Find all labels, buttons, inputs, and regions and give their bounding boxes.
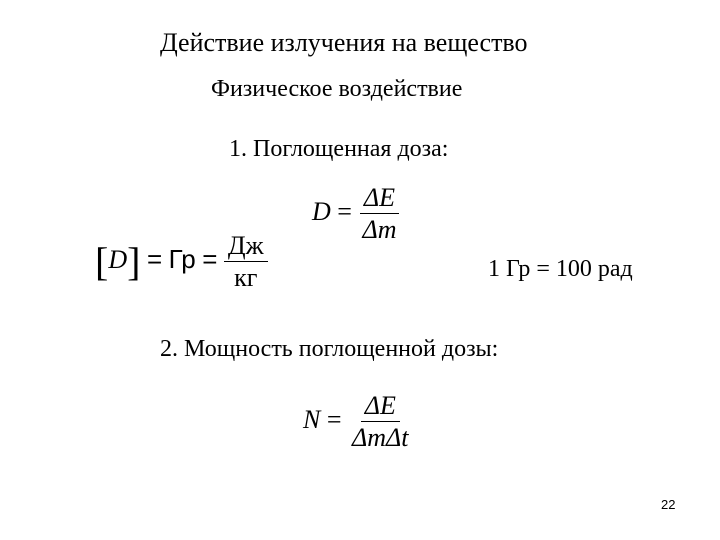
formula-dose-rate — [303, 392, 413, 452]
unit-formula-denominator: кг — [234, 263, 258, 293]
formula-dose-unit — [95, 232, 268, 292]
formula-d-denominator: Δm — [362, 215, 397, 245]
formula-absorbed-dose — [312, 184, 401, 244]
formula-n-equals: = — [326, 404, 342, 434]
unit-formula-numerator: Дж — [224, 232, 268, 262]
item-dose-rate: 2. Мощность поглощенной дозы: — [160, 336, 499, 362]
bracket-open: [ — [95, 238, 109, 284]
unit-formula-symbol: D — [108, 244, 128, 274]
item-absorbed-dose: 1. Поглощенная доза: — [229, 136, 449, 162]
formula-d-numerator: ΔE — [360, 184, 399, 214]
formula-d-equals: = — [337, 196, 352, 226]
slide-subtitle: Физическое воздействие — [211, 76, 463, 102]
formula-d-fraction — [358, 184, 400, 244]
unit-formula-equals-2: = — [202, 243, 218, 274]
formula-n-numerator: ΔE — [361, 392, 400, 422]
page-number: 22 — [661, 497, 676, 512]
formula-n-denominator: ΔmΔt — [352, 423, 409, 453]
unit-formula-fraction — [224, 232, 268, 292]
gray-rad-conversion: 1 Гр = 100 рад — [488, 256, 633, 282]
formula-n-lhs: N — [303, 404, 321, 434]
slide-title: Действие излучения на вещество — [160, 28, 528, 57]
formula-n-fraction — [348, 392, 413, 452]
unit-formula-equals-1: = — [146, 243, 163, 274]
bracket-close: ] — [127, 238, 141, 284]
unit-formula-gray: Гр — [168, 243, 196, 274]
formula-d-lhs: D — [312, 196, 331, 226]
